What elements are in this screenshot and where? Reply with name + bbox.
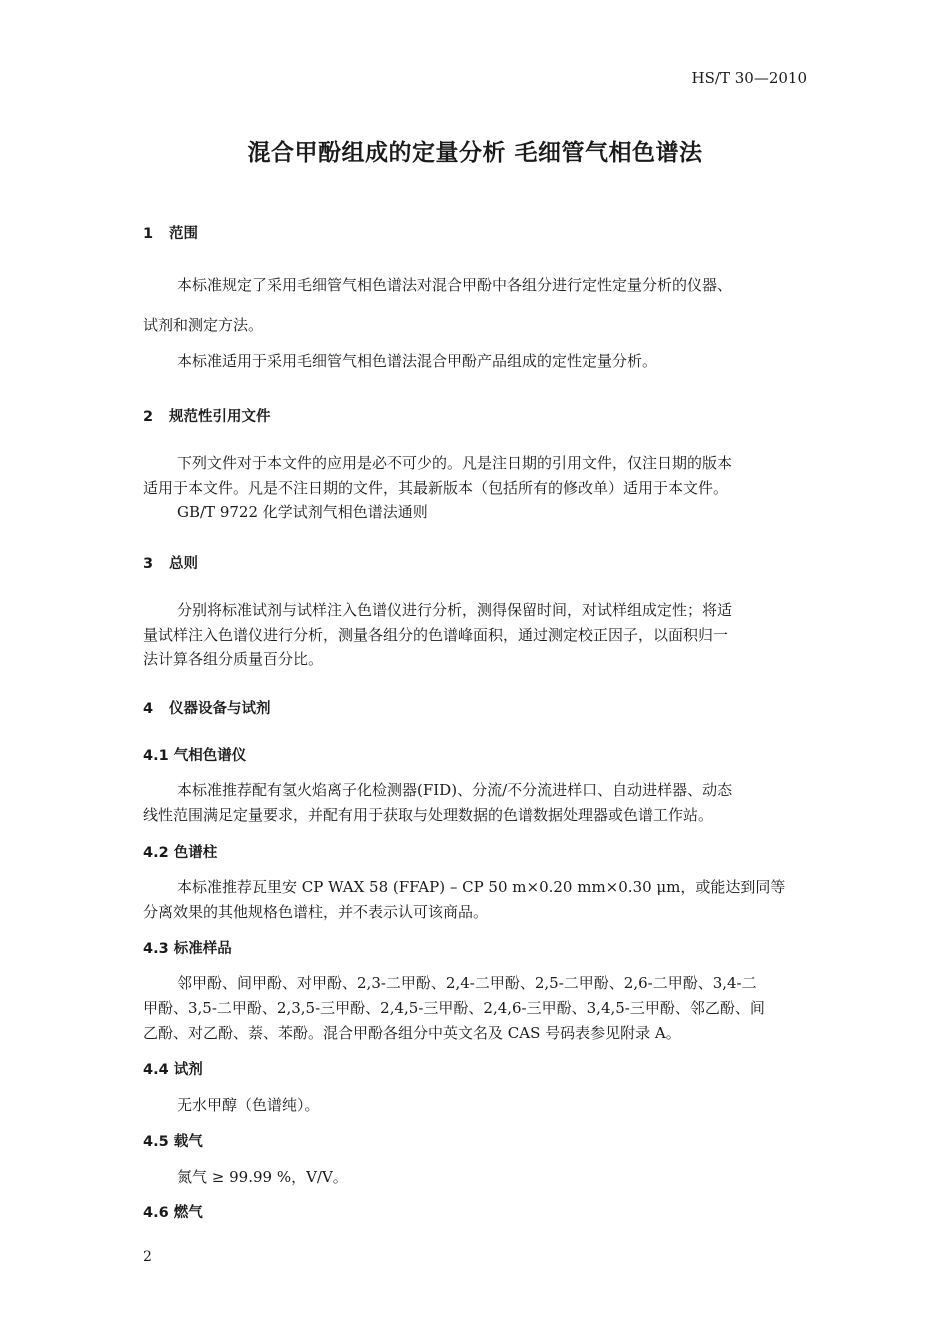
subsection-4-2-line-1: 本标准推荐瓦里安 CP WAX 58 (FFAP) – CP 50 m×0.20 mm×0.30 μm，或能达到同等 bbox=[177, 878, 786, 896]
section-2-heading bbox=[143, 405, 271, 426]
section-3-line-3: 法计算各组分质量百分比。 bbox=[143, 650, 324, 668]
section-1-heading bbox=[143, 222, 198, 243]
subsection-4-5-line-1: 氮气 ≥ 99.99 %，V/V。 bbox=[177, 1168, 348, 1186]
section-title: 总则 bbox=[169, 556, 198, 572]
section-number: 3 bbox=[143, 556, 154, 572]
subsection-4-6-heading: 4.6 燃气 bbox=[143, 1205, 203, 1221]
section-4-heading bbox=[143, 697, 271, 718]
subsection-4-3-line-1: 邻甲酚、间甲酚、对甲酚、2,3-二甲酚、2,4-二甲酚、2,5-二甲酚、2,6-二甲酚、3,4-二 bbox=[177, 974, 757, 992]
section-2-line-2: 适用于本文件。凡是不注日期的文件，其最新版本（包括所有的修改单）适用于本文件。 bbox=[143, 479, 729, 497]
section-number: 2 bbox=[143, 409, 154, 425]
section-3-heading bbox=[143, 552, 198, 573]
section-title: 规范性引用文件 bbox=[169, 409, 271, 425]
subsection-4-1-line-1: 本标准推荐配有氢火焰离子化检测器(FID)、分流/不分流进样口、自动进样器、动态 bbox=[177, 781, 733, 799]
subsection-4-2-heading: 4.2 色谱柱 bbox=[143, 845, 218, 861]
section-title: 范围 bbox=[169, 226, 198, 242]
section-title: 仪器设备与试剂 bbox=[169, 701, 271, 717]
page-number: 2 bbox=[143, 1249, 152, 1265]
subsection-4-1-heading: 4.1 气相色谱仪 bbox=[143, 748, 247, 764]
section-1-line-2: 试剂和测定方法。 bbox=[143, 316, 264, 334]
subsection-4-1-line-2: 线性范围满足定量要求，并配有用于获取与处理数据的色谱数据处理器或色谱工作站。 bbox=[143, 806, 714, 824]
subsection-4-3-line-3: 乙酚、对乙酚、萘、苯酚。混合甲酚各组分中英文名及 CAS 号码表参见附录 A。 bbox=[143, 1024, 681, 1042]
section-2-reference: GB/T 9722 化学试剂气相色谱法通则 bbox=[177, 503, 428, 521]
subsection-4-3-heading: 4.3 标准样品 bbox=[143, 941, 232, 957]
document-title: 混合甲酚组成的定量分析 毛细管气相色谱法 bbox=[247, 140, 703, 166]
subsection-4-5-heading: 4.5 载气 bbox=[143, 1134, 203, 1150]
section-3-line-2: 量试样注入色谱仪进行分析，测量各组分的色谱峰面积，通过测定校正因子，以面积归一 bbox=[143, 626, 729, 644]
subsection-4-4-line-1: 无水甲醇（色谱纯）。 bbox=[177, 1096, 320, 1114]
subsection-4-3-line-2: 甲酚、3,5-二甲酚、2,3,5-三甲酚、2,4,5-三甲酚、2,4,6-三甲酚、3,4,5-三甲酚、邻乙酚、间 bbox=[143, 999, 765, 1017]
section-2-line-1: 下列文件对于本文件的应用是必不可少的。凡是注日期的引用文件，仅注日期的版本 bbox=[177, 454, 733, 472]
section-number: 4 bbox=[143, 701, 154, 717]
section-3-line-1: 分别将标准试剂与试样注入色谱仪进行分析，测得保留时间，对试样组成定性；将适 bbox=[177, 601, 733, 619]
section-number: 1 bbox=[143, 226, 154, 242]
section-1-line-3: 本标准适用于采用毛细管气相色谱法混合甲酚产品组成的定性定量分析。 bbox=[177, 352, 658, 370]
standard-code: HS/T 30—2010 bbox=[691, 69, 807, 87]
subsection-4-4-heading: 4.4 试剂 bbox=[143, 1062, 203, 1078]
subsection-4-2-line-2: 分离效果的其他规格色谱柱，并不表示认可该商品。 bbox=[143, 903, 489, 921]
section-1-line-1: 本标准规定了采用毛细管气相色谱法对混合甲酚中各组分进行定性定量分析的仪器、 bbox=[177, 276, 733, 294]
